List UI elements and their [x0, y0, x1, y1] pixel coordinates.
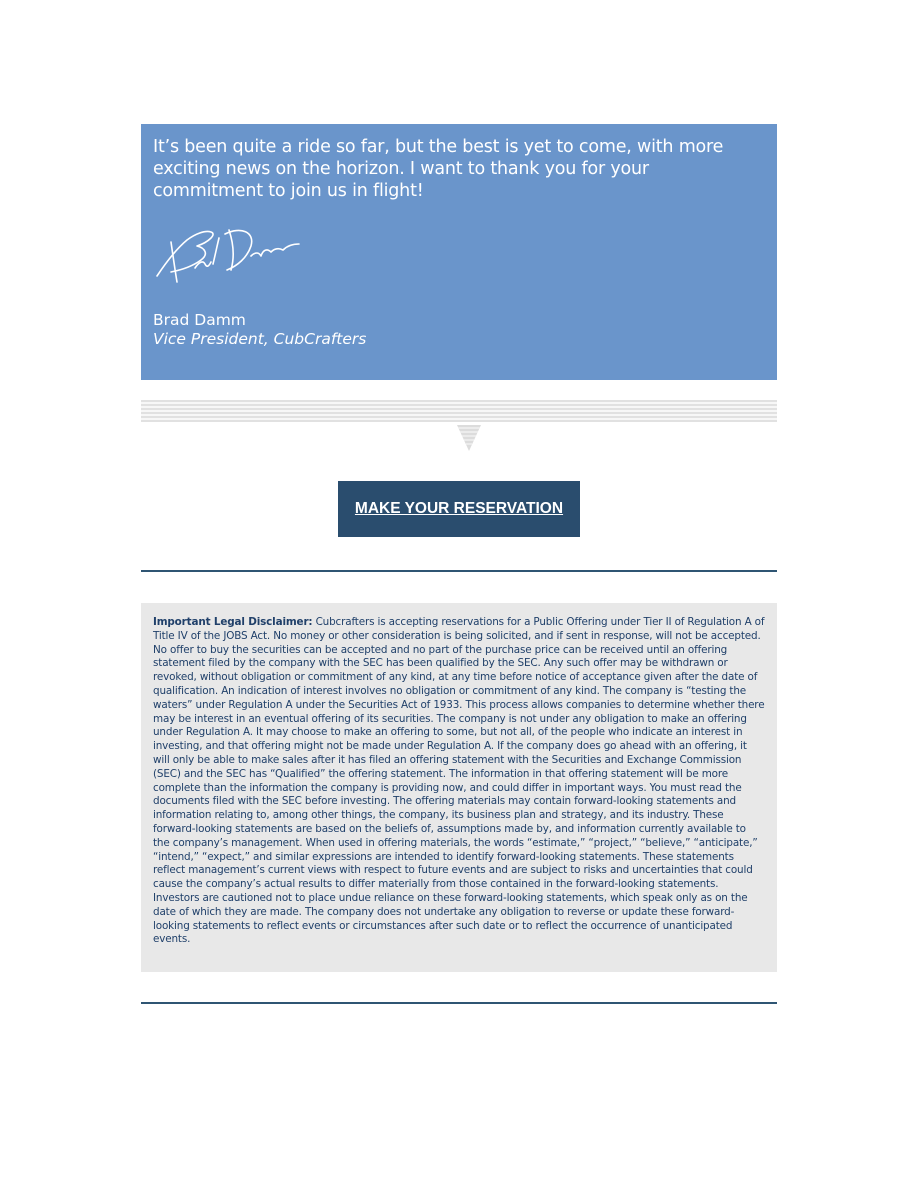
section-divider-bottom: [141, 1002, 777, 1004]
disclaimer-body: Cubcrafters is accepting reservations for a Public Offering under Tier II of Regulation A of Title IV of the JOBS Act. No money or other consideration is being solicited, and if sent in response, will not be accepted. No offer to buy the securities can be accepted and no part of the purchase price can be received until an offering statement filed by the company with the SEC has been qualified by the SEC. Any such offer may be withdrawn or revoked, without obligation or commitment of any kind, at any time before notice of acceptance given after the date of qualification. An indication of interest involves no obligation or commitment of any kind. The company is “testing the waters” under Regulation A under the Securities Act of 1933. This process allows companies to determine whether there may be interest in an eventual offering of its securities. The company is not under any obligation to make an offering under Regulation A. It may choose to make an offering to some, but not all, of the people who indicate an interest in investing, and that offering might not be made under Regulation A. If the company does go ahead with an offering, it will only be able to make sales after it has filed an offering statement with the Securities and Exchange Commission (SEC) and the SEC has “Qualified” the offering statement. The information in that offering statement will be more complete than the information the company is providing now, and could differ in important ways. You must read the documents filed with the SEC before investing. The offering materials may contain forward-looking statements and information relating to, among other things, the company, its business plan and strategy, and its industry. These forward-looking statements are based on the beliefs of, assumptions made by, and information currently available to the company’s management. When used in offering materials, the words “estimate,” “project,” “believe,” “anticipate,” “intend,” “expect,” and similar expressions are intended to identify forward-looking statements. These statements reflect management’s current views with respect to future events and are subject to risks and uncertainties that could cause the company’s actual results to differ materially from those contained in the forward-looking statements. Investors are cautioned not to place undue reliance on these forward-looking statements, which speak only as on the date of which they are made. The company does not undertake any obligation to reverse or update these forward-looking statements to reflect events or circumstances after such date or to reflect the occurrence of unanticipated events.: [153, 616, 765, 946]
legal-disclaimer: [141, 603, 777, 972]
striped-divider: [141, 400, 777, 422]
message-panel: [141, 124, 777, 380]
disclaimer-heading: Important Legal Disclaimer:: [153, 616, 313, 628]
disclaimer-text: [153, 616, 765, 947]
signature-image: [151, 220, 311, 290]
down-arrow-icon: [457, 425, 481, 451]
section-divider-top: [141, 570, 777, 572]
sender-title: Vice President, CubCrafters: [153, 330, 367, 348]
make-reservation-button[interactable]: MAKE YOUR RESERVATION: [338, 481, 580, 537]
sender-name: Brad Damm: [153, 311, 246, 329]
thank-you-message: It’s been quite a ride so far, but the best is yet to come, with more exciting news on the horizon. I want to thank you for your commitment to join us in flight!: [153, 137, 724, 201]
